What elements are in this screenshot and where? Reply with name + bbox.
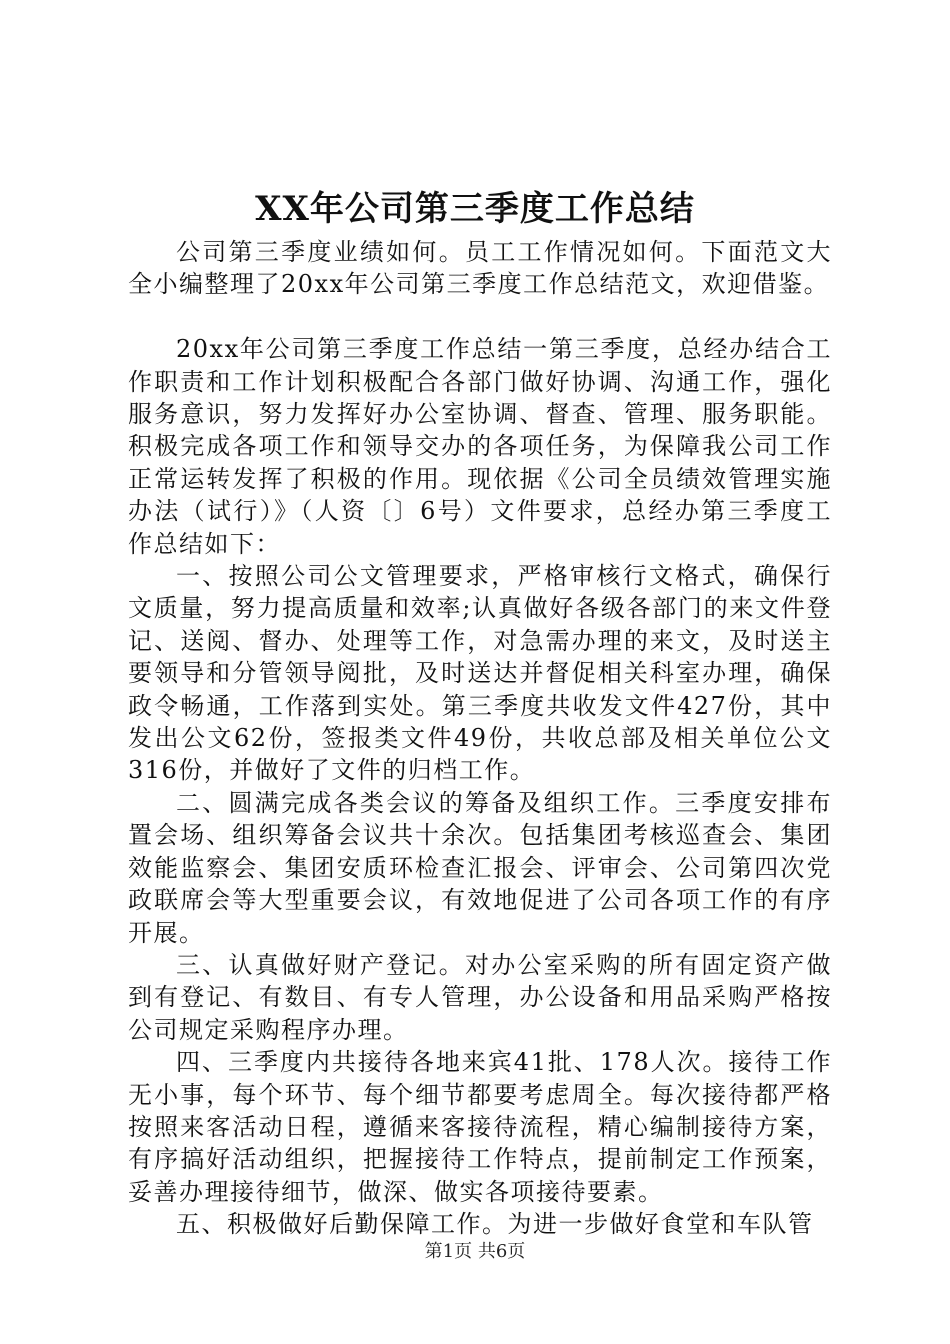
page-footer: 第1页 共6页: [424, 1241, 526, 1262]
section-paragraph-5: 五、积极做好后勤保障工作。为进一步做好食堂和车队管: [176, 1210, 814, 1239]
section-paragraph-1: 一、按照公司公文管理要求，严格审核行文格式，确保行文质量，努力提高质量和效率;认真做好各级各部门的来文件登记、送阅、督办、处理等工作，对急需办理的来文，及时送主要领导和分管领导阅批，及时送达并督促相关科室办理，确保政令畅通，工作落到实处。第三季度共收发文件427份，其中发出公文62份，签报类文件49份，共收总部及相关单位公文316份，并做好了文件的归档工作。: [128, 562, 832, 785]
paragraph-spacer: [128, 301, 832, 333]
section-paragraph-4: 四、三季度内共接待各地来宾41批、178人次。接待工作无小事，每个环节、每个细节都要考虑周全。每次接待都严格按照来客活动日程，遵循来客接待流程，精心编制接待方案，有序搞好活动组织，把握接待工作特点，提前制定工作预案，妥善办理接待细节，做深、做实各项接待要素。: [128, 1048, 832, 1206]
intro-paragraph: 公司第三季度业绩如何。员工工作情况如何。下面范文大全小编整理了20xx年公司第三季度工作总结范文，欢迎借鉴。: [128, 238, 832, 299]
document-body: [128, 236, 832, 1241]
section-paragraph-3: 三、认真做好财产登记。对办公室采购的所有固定资产做到有登记、有数目、有专人管理，办公设备和用品采购严格按公司规定采购程序办理。: [128, 950, 832, 1044]
section-paragraph-2: 二、圆满完成各类会议的筹备及组织工作。三季度安排布置会场、组织筹备会议共十余次。包括集团考核巡查会、集团效能监察会、集团安质环检查汇报会、评审会、公司第四次党政联席会等大型重要会议，有效地促进了公司各项工作的有序开展。: [128, 788, 832, 947]
body-paragraph: 20xx年公司第三季度工作总结一第三季度，总经办结合工作职责和工作计划积极配合各部门做好协调、沟通工作，强化服务意识，努力发挥好办公室协调、督查、管理、服务职能。积极完成各项工作和领导交办的各项任务，为保障我公司工作正常运转发挥了积极的作用。现依据《公司全员绩效管理实施办法（试行）》（人资〔〕6号）文件要求，总经办第三季度工作总结如下：: [128, 335, 832, 558]
document-title: XX年公司第三季度工作总结: [255, 189, 695, 229]
